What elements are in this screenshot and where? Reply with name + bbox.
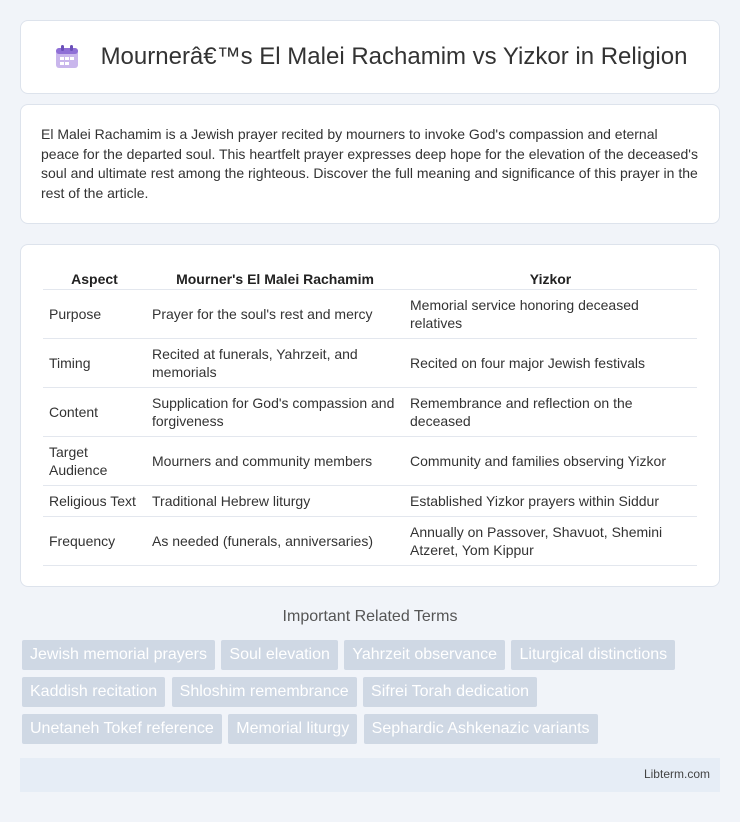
table-cell: Annually on Passover, Shavuot, Shemini Atzeret, Yom Kippur xyxy=(404,517,697,566)
table-header-row xyxy=(43,265,697,290)
table-cell: Community and families observing Yizkor xyxy=(404,437,697,486)
related-term-tag[interactable]: Yahrzeit observance xyxy=(344,640,505,670)
related-term-tag[interactable]: Sifrei Torah dedication xyxy=(363,677,537,707)
table-row xyxy=(43,437,697,486)
table-cell: Supplication for God's compassion and forgiveness xyxy=(146,388,404,437)
table-cell: Frequency xyxy=(43,517,146,566)
table-row xyxy=(43,339,697,388)
table-row xyxy=(43,486,697,517)
related-term-tag[interactable]: Liturgical distinctions xyxy=(511,640,675,670)
calendar-icon xyxy=(53,43,81,71)
related-term-tag[interactable]: Soul elevation xyxy=(221,640,338,670)
related-term-tag[interactable]: Sephardic Ashkenazic variants xyxy=(364,714,598,744)
footer xyxy=(20,758,720,792)
related-term-tag[interactable]: Jewish memorial prayers xyxy=(22,640,215,670)
table-cell: Traditional Hebrew liturgy xyxy=(146,486,404,517)
table-cell: Content xyxy=(43,388,146,437)
related-term-tag[interactable]: Kaddish recitation xyxy=(22,677,165,707)
related-term-tag[interactable]: Shloshim remembrance xyxy=(172,677,357,707)
table-cell: Recited at funerals, Yahrzeit, and memorials xyxy=(146,339,404,388)
table-cell: Religious Text xyxy=(43,486,146,517)
table-cell: Target Audience xyxy=(43,437,146,486)
table-cell: Memorial service honoring deceased relatives xyxy=(404,290,697,339)
table-cell: Prayer for the soul's rest and mercy xyxy=(146,290,404,339)
footer-site-link[interactable]: Libterm.com xyxy=(643,767,710,781)
related-terms-list xyxy=(22,640,722,751)
related-terms-title: Important Related Terms xyxy=(282,608,458,625)
table-cell: Mourners and community members xyxy=(146,437,404,486)
table-cell: Timing xyxy=(43,339,146,388)
table-cell: Established Yizkor prayers within Siddur xyxy=(404,486,697,517)
table-cell: Purpose xyxy=(43,290,146,339)
header-card xyxy=(20,20,720,94)
table-cell: Remembrance and reflection on the deceased xyxy=(404,388,697,437)
intro-card xyxy=(20,104,720,224)
comparison-card xyxy=(20,244,720,587)
table-header: Yizkor xyxy=(404,265,697,290)
intro-text: El Malei Rachamim is a Jewish prayer recited by mourners to invoke God's compassion and eternal peace for the departed soul. This heartfelt prayer expresses deep hope for the elevation of the deceased's soul and ultimate rest among the righteous. Discover the full meaning and significance of this prayer in the rest of the article. xyxy=(41,126,698,201)
table-header: Mourner's El Malei Rachamim xyxy=(146,265,404,290)
table-row xyxy=(43,290,697,339)
table-cell: Recited on four major Jewish festivals xyxy=(404,339,697,388)
related-term-tag[interactable]: Memorial liturgy xyxy=(228,714,357,744)
related-term-tag[interactable]: Unetaneh Tokef reference xyxy=(22,714,222,744)
table-header: Aspect xyxy=(43,265,146,290)
table-row xyxy=(43,517,697,566)
page-title: Mournerâ€™s El Malei Rachamim vs Yizkor in Religion xyxy=(100,43,688,70)
table-cell: As needed (funerals, anniversaries) xyxy=(146,517,404,566)
table-row xyxy=(43,388,697,437)
comparison-table xyxy=(43,265,697,566)
